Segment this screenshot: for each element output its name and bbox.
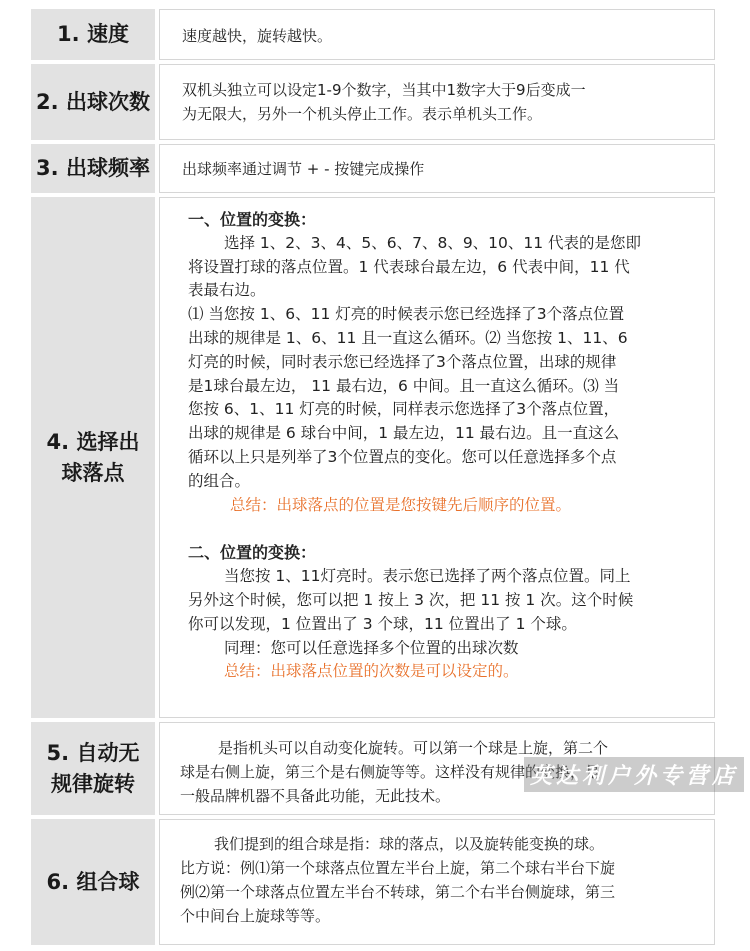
row-landing-point	[31, 197, 715, 718]
content-combo-ball: 我们提到的组合球是指：球的落点，以及旋转能变换的球。 比方说：例⑴第一个球落点位置左半台上旋，第二个球右半台下旋 例⑵第一个球落点位置左半台不转球，第二个右半台侧旋球，第三 个中间台上旋球等等。	[159, 819, 715, 945]
store-watermark: 英达利户外专营店	[524, 757, 744, 792]
content-speed: 速度越快，旋转越快。	[159, 9, 715, 60]
label-frequency: 3. 出球频率	[31, 144, 155, 193]
section1-summary: 总结：出球落点的位置是您按键先后顺序的位置。	[230, 495, 572, 514]
section2-heading: 二、位置的变换：	[188, 543, 317, 563]
row-combo-ball	[31, 819, 715, 945]
row-ball-count	[31, 64, 715, 140]
content-frequency: 出球频率通过调节 + - 按键完成操作	[159, 144, 715, 193]
row-frequency	[31, 144, 715, 193]
label-combo-ball: 6. 组合球	[31, 819, 155, 945]
row-speed	[31, 9, 715, 60]
section2-summary: 总结：出球落点位置的次数是可以设定的。	[224, 662, 519, 681]
label-auto-spin: 5. 自动无 规律旋转	[31, 722, 155, 815]
label-speed: 1. 速度	[31, 9, 155, 60]
label-landing-point: 4. 选择出 球落点	[31, 197, 155, 718]
content-landing-point: 一、位置的变换： 选择 1、2、3、4、5、6、7、8、9、10、11 代表的是您即 将设置打球的落点位置。1 代表球台最左边，6 代表中间，11 代 表最右边。 ⑴ 当您按 1、6、11 灯亮的时候表示您已经选择了3个落点位置 出球的规律是 1、6、11 且一直这么循环。⑵ 当您按 1、11、6 灯亮的时候，同时表示您已经选择了3个落点位置，出球的规律 是1球台最左边， 11 最右边，6 中间。且一直这么循环。⑶ 当 您按 6、1、11 灯亮的时候，同样表示您选择了3个落点位置， 出球的规律是 6 球台中间，1 最左边，11 最右边。且一直这么 循环以上只是列举了3个位置点的变化。您可以任意选择多个点 的组合。 总结：出球落点的位置是您按键先后顺序的位置。 二、位置的变换： 当您按 1、11灯亮时。表示您已选择了两个落点位置。同上 另外这个时候，您可以把 1 按上 3 次，把 11 按 1 次。这个时候 你可以发现，1 位置出了 3 个球，11 位置出了 1 个球。 同理：您可以任意选择多个位置的出球次数 总结：出球落点位置的次数是可以设定的。	[159, 197, 715, 718]
content-auto-spin: 是指机头可以自动变化旋转。可以第一个球是上旋，第二个 球是右侧上旋，第三个是右侧旋等等。这样没有规律的变换，是 一般品牌机器不具备此功能，无此技术。	[159, 722, 715, 815]
section1-heading: 一、位置的变换：	[188, 210, 317, 229]
content-ball-count: 双机头独立可以设定1-9个数字，当其中1数字大于9后变成一 为无限大，另外一个机头停止工作。表示单机头工作。	[159, 64, 715, 140]
label-ball-count: 2. 出球次数	[31, 64, 155, 140]
